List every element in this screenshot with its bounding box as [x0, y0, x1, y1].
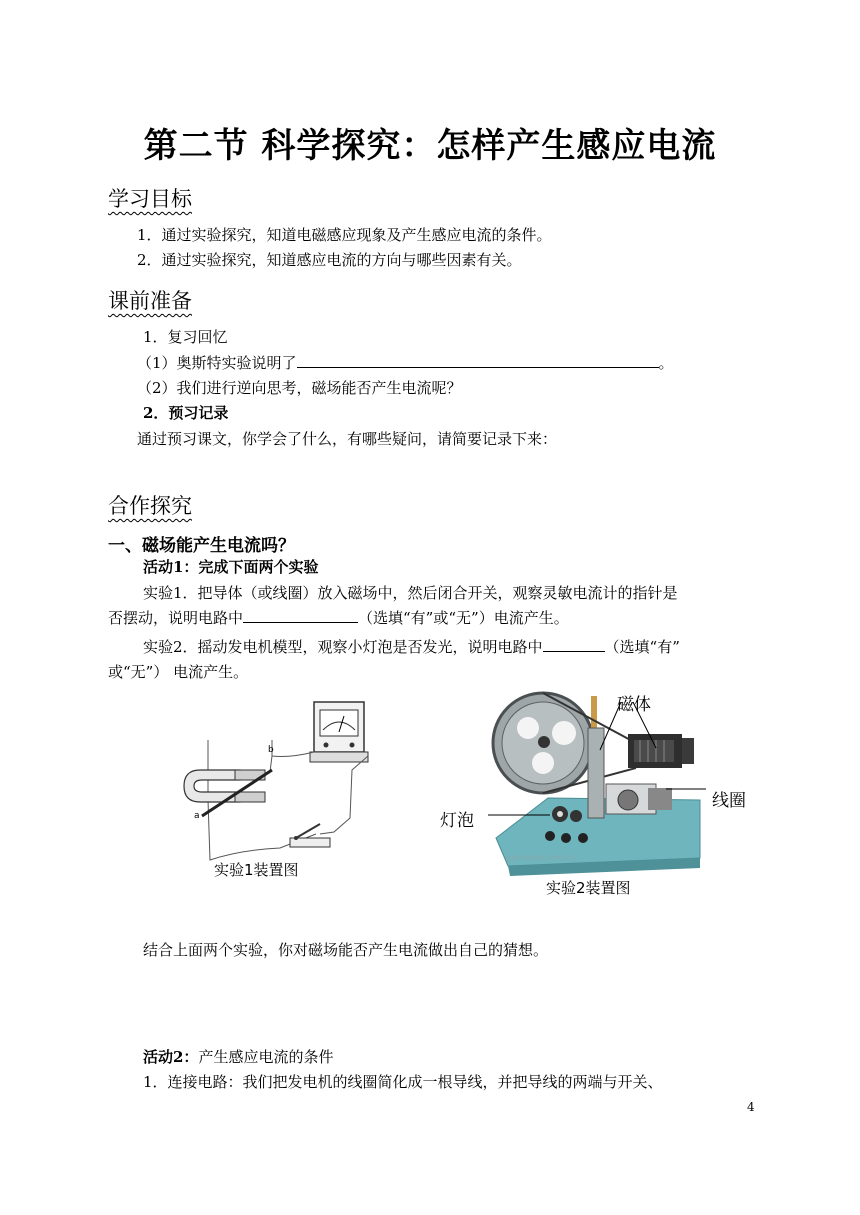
- experiment-1-line-1: 实验1．把导体（或线圈）放入磁场中，然后闭合开关，观察灵敏电流计的指针是: [143, 584, 678, 602]
- label-coil: 线圈: [712, 791, 746, 811]
- preview-title: 2．预习记录: [143, 404, 229, 422]
- prep-question-1-prefix: （1）奥斯特实验说明了: [137, 354, 297, 372]
- figure-2-caption: 实验2装置图: [546, 879, 631, 897]
- part-1-heading: 一、磁场能产生电流吗？: [108, 536, 295, 556]
- label-bulb: 灯泡: [440, 811, 474, 831]
- page-title: 第二节 科学探究：怎样产生感应电流: [143, 126, 717, 166]
- prep-question-1: [137, 352, 674, 374]
- conclusion-prompt: 结合上面两个实验，你对磁场能否产生电流做出自己的猜想。: [143, 941, 549, 959]
- section-heading-explore: 合作探究: [108, 494, 192, 518]
- prep-question-2: （2）我们进行逆向思考，磁场能否产生电流呢？: [137, 379, 462, 397]
- experiment-2-line-1: [143, 636, 680, 658]
- figure-1-caption: 实验1装置图: [214, 861, 299, 879]
- prep-review: 1．复习回忆: [143, 328, 228, 346]
- activity-2-heading: [143, 1046, 333, 1068]
- experiment-2-prefix: 实验2．摇动发电机模型，观察小灯泡是否发光，说明电路中: [143, 638, 543, 656]
- experiment-2-suffix: （选填“有”: [604, 638, 680, 656]
- section-heading-goals: 学习目标: [108, 187, 192, 211]
- section-heading-prep: 课前准备: [108, 289, 192, 313]
- answer-blank-exp2[interactable]: [543, 637, 605, 652]
- page-number: 4: [747, 1100, 755, 1114]
- preview-text: 通过预习课文，你学会了什么，有哪些疑问，请简要记录下来：: [137, 430, 558, 448]
- experiment-1-prefix: 否摆动，说明电路中: [108, 609, 244, 627]
- prep-question-1-suffix: 。: [658, 354, 674, 372]
- activity-2-step-1: 1．连接电路：我们把发电机的线圈简化成一根导线，并把导线的两端与开关、: [143, 1073, 663, 1091]
- photo-watermark: gpcrshop.com.cn: [506, 853, 575, 862]
- label-magnet: 磁体: [617, 695, 651, 715]
- label-a: a: [194, 811, 200, 821]
- activity-1-title: 活动1：完成下面两个实验: [143, 558, 319, 576]
- experiment-1-suffix: （选填“有”或“无”）电流产生。: [358, 609, 569, 627]
- answer-blank-exp1[interactable]: [243, 608, 358, 623]
- activity-2-title: 活动2：: [143, 1048, 199, 1066]
- experiment-2-line-2: 或“无”） 电流产生。: [108, 663, 249, 681]
- activity-2-text: 产生感应电流的条件: [198, 1048, 334, 1066]
- label-b: b: [268, 745, 274, 755]
- goal-item-2: 2．通过实验探究，知道感应电流的方向与哪些因素有关。: [137, 251, 522, 269]
- answer-blank-oersted[interactable]: [297, 353, 659, 368]
- experiment-1-line-2: [108, 607, 569, 629]
- goal-item-1: 1．通过实验探究，知道电磁感应现象及产生感应电流的条件。: [137, 226, 552, 244]
